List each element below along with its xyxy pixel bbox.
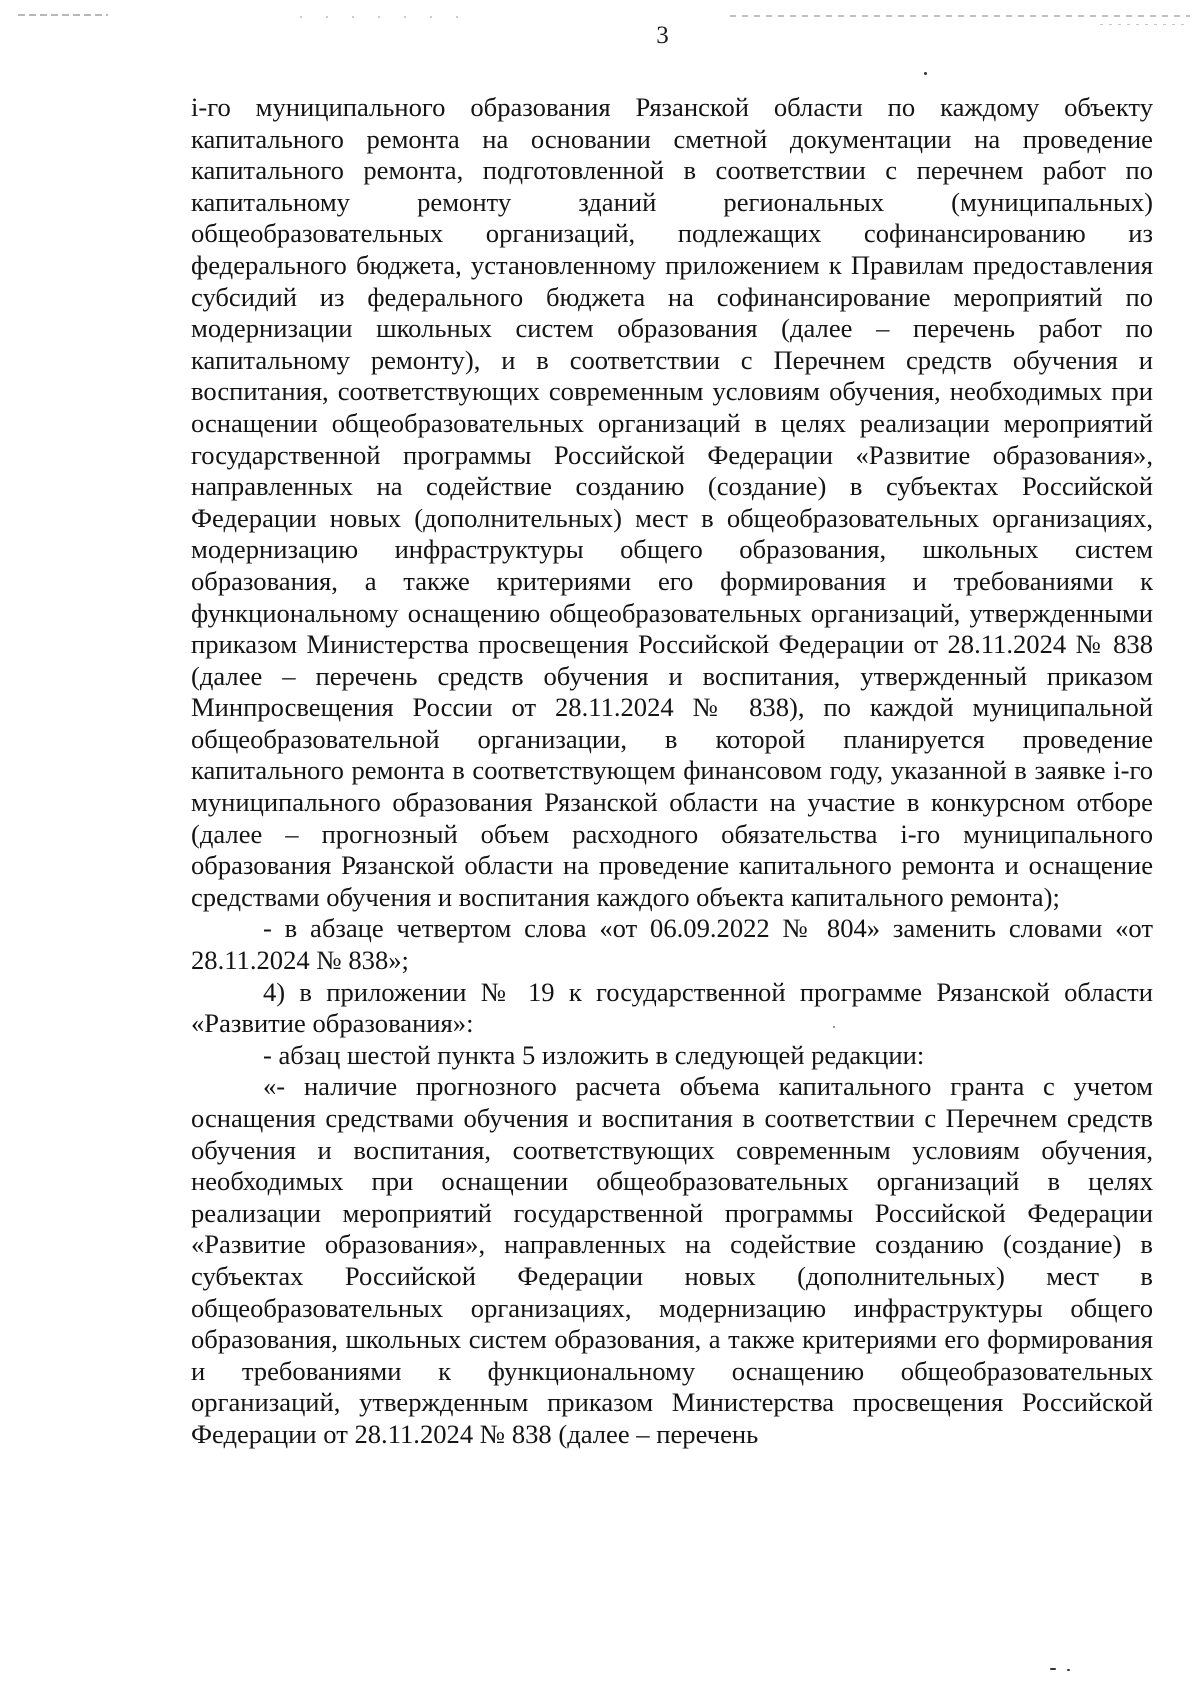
paragraph-1: i-го муниципального образования Рязанской области по каждому объекту капитального ремонта на основании сметной документации на проведение капитального ремонта, подготовленной в соответствии с перечнем работ по капитальному ремонту зданий региональных (муниципальных) общеобразовательных организаций, подлежащих софинансированию из федерального бюджета, установленному приложением к Правилам предоставления субсидий из федерального бюджета на софинансирование мероприятий по модернизации школьных систем образования (далее – перечень работ по капитальному ремонту), и в соответствии с Перечнем средств обучения и воспитания, соответствующих современным условиям обучения, необходимых при оснащении общеобразовательных организаций в целях реализации мероприятий государственной программы Российской Федерации «Развитие образования», направленных на содействие созданию (создание) в субъектах Российской Федерации новых (дополнительных) мест в общеобразовательных организациях, модернизацию инфраструктуры общего образования, школьных систем образования, а также критериями его формирования и требованиями к функциональному оснащению общеобразовательных организаций, утвержденными приказом Министерства просвещения Российской Федерации от 28.11.2024 № 838 (далее – перечень средств обучения и воспитания, утвержденный приказом Минпросвещения России от 28.11.2024 № 838), по каждой муниципальной общеобразовательной организации, в которой планируется проведение капитального ремонта в соответствующем финансовом году, указанной в заявке i-го муниципального образования Рязанской области на участие в конкурсном отборе (далее – прогнозный объем расходного обязательства i-го муниципального образования Рязанской области на проведение капитального ремонта и оснащение средствами обучения и воспитания каждого объекта капитального ремонта); — [191, 92, 1153, 912]
scan-speck — [924, 72, 927, 75]
paragraph-3: 4) в приложении № 19 к государственной программе Рязанской области «Развитие образования»: — [191, 976, 1153, 1039]
scan-artifact-dots — [300, 16, 480, 18]
scan-artifact-line — [730, 15, 1190, 17]
scan-speck — [833, 1026, 835, 1028]
paragraph-5: «- наличие прогнозного расчета объема капитального гранта с учетом оснащения средствами обучения и воспитания в соответствии с Перечнем средств обучения и воспитания, соответствующих современным условиям обучения, необходимых при оснащении общеобразовательных организаций в целях реализации мероприятий государственной программы Российской Федерации «Развитие образования», направленных на содействие созданию (создание) в субъектах Российской Федерации новых (дополнительных) мест в общеобразовательных организациях, модернизацию инфраструктуры общего образования, школьных систем образования, а также критериями его формирования и требованиями к функциональному оснащению общеобразовательных организаций, утвержденным приказом Министерства просвещения Российской Федерации от 28.11.2024 № 838 (далее – перечень — [191, 1071, 1153, 1449]
scan-artifact-line — [18, 14, 108, 16]
scan-speck — [1050, 1668, 1056, 1670]
paragraph-2: - в абзаце четвертом слова «от 06.09.2022 № 804» заменить словами «от 28.11.2024 № 838»; — [191, 913, 1153, 976]
page-number: 3 — [656, 22, 669, 49]
document-body — [191, 92, 1153, 1451]
scan-speck — [1067, 1669, 1070, 1671]
paragraph-4: - абзац шестой пункта 5 изложить в следующей редакции: — [263, 1039, 925, 1070]
